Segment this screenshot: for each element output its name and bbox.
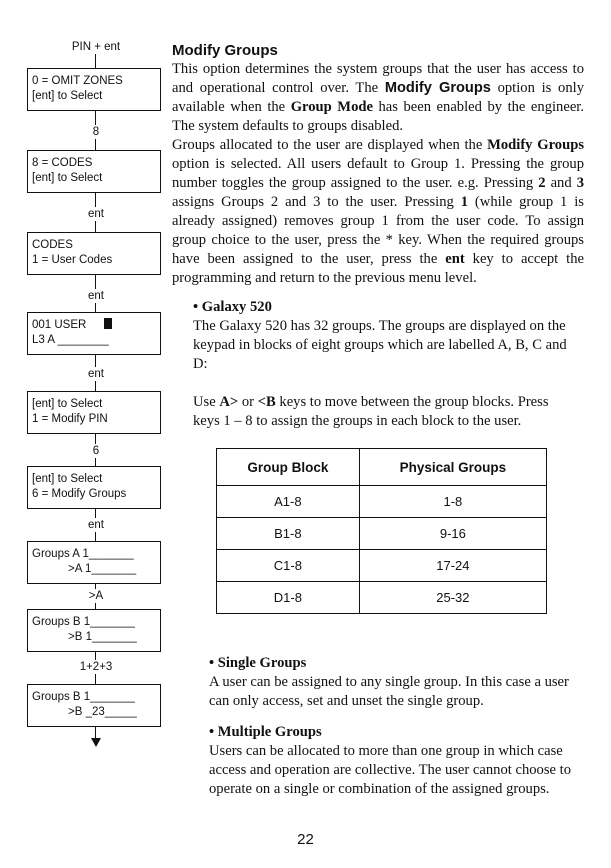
table-cell: 1-8 — [359, 486, 546, 518]
flow-step-key: 1+2+3 — [27, 660, 165, 674]
flow-start-label: PIN + ent — [27, 40, 165, 54]
group-block-table — [216, 448, 547, 614]
keypad-display-omit-zones: 0 = OMIT ZONES [ent] to Select — [27, 68, 161, 111]
flow-step-key: 6 — [27, 444, 165, 458]
table-cell: 25-32 — [359, 582, 546, 614]
single-groups-section — [209, 654, 575, 711]
table-cell: D1-8 — [217, 582, 360, 614]
flow-step-key: ent — [27, 207, 165, 221]
keypad-display-modify-pin: [ent] to Select 1 = Modify PIN — [27, 391, 161, 434]
table-cell: A1-8 — [217, 486, 360, 518]
cursor-block-icon — [104, 318, 112, 329]
modify-groups-section — [172, 41, 584, 288]
multiple-groups-text: Users can be allocated to more than one group in which case access and operation are collective. The user cannot choose to operate on a single or combination of the assigned groups. — [209, 743, 571, 797]
column-header: Physical Groups — [359, 449, 546, 486]
keypad-display-groups-a: Groups A 1_______ >A 1_______ — [27, 541, 161, 584]
galaxy-520-keys: Use A> or <B keys to move between the group blocks. Press keys 1 – 8 to assign the groups in each block to the user. — [193, 394, 549, 429]
table-row — [217, 486, 547, 518]
table-cell: B1-8 — [217, 518, 360, 550]
table-cell: 9-16 — [359, 518, 546, 550]
table-row — [217, 582, 547, 614]
flow-step-key: ent — [27, 289, 165, 303]
multiple-groups-section — [209, 723, 575, 799]
groups-paragraph: Groups allocated to the user are displayed when the Modify Groups option is selected. All users default to Group 1. Pressing the group number toggles the group assigned to the user. e.g. Pressing 2 and 3 assigns Groups 2 and 3 to the user. Pressing 1 (while group 1 is already assigned) removes group 1 from the user code. To assign group choice to the user, press the * key. When the required groups have been assigned to the user, press the ent key to accept the programming and return to the previous menu level. — [172, 137, 585, 286]
table-cell: 17-24 — [359, 550, 546, 582]
single-groups-text: A user can be assigned to any single group. In this case a user can only access, set and unset the single group. — [209, 674, 569, 709]
galaxy-520-heading: • Galaxy 520 — [193, 299, 272, 315]
flow-step-key: >A — [27, 589, 165, 603]
table-cell: C1-8 — [217, 550, 360, 582]
flow-step-key: ent — [27, 518, 165, 532]
table-row — [217, 518, 547, 550]
keypad-display-user: 001 USER L3 A ________ — [27, 312, 161, 355]
page-number: 22 — [297, 831, 314, 848]
keypad-display-modify-groups: [ent] to Select 6 = Modify Groups — [27, 466, 161, 509]
multiple-groups-heading: • Multiple Groups — [209, 724, 322, 740]
keypad-display-codes-option: 8 = CODES [ent] to Select — [27, 150, 161, 193]
galaxy-520-section — [193, 298, 568, 431]
single-groups-heading: • Single Groups — [209, 655, 307, 671]
menu-flow-diagram — [27, 0, 165, 760]
arrow-down-icon — [91, 738, 101, 747]
table-header-row — [217, 449, 547, 486]
keypad-display-codes-menu: CODES 1 = User Codes — [27, 232, 161, 275]
flow-step-key: 8 — [27, 125, 165, 139]
column-header: Group Block — [217, 449, 360, 486]
flow-step-key: ent — [27, 367, 165, 381]
section-title: Modify Groups — [172, 42, 278, 59]
intro-paragraph: This option determines the system groups that the user has access to and operational control over. The Modify Groups option is only available when the Group Mode has been enabled by the engineer. The system defaults to groups disabled. — [172, 61, 584, 134]
keypad-display-groups-b-assigned: Groups B 1_______ >B _23_____ — [27, 684, 161, 727]
keypad-display-groups-b: Groups B 1_______ >B 1_______ — [27, 609, 161, 652]
galaxy-520-description: The Galaxy 520 has 32 groups. The groups are displayed on the keypad in blocks of eight groups which are labelled A, B, C and D: — [193, 318, 567, 372]
table-row — [217, 550, 547, 582]
